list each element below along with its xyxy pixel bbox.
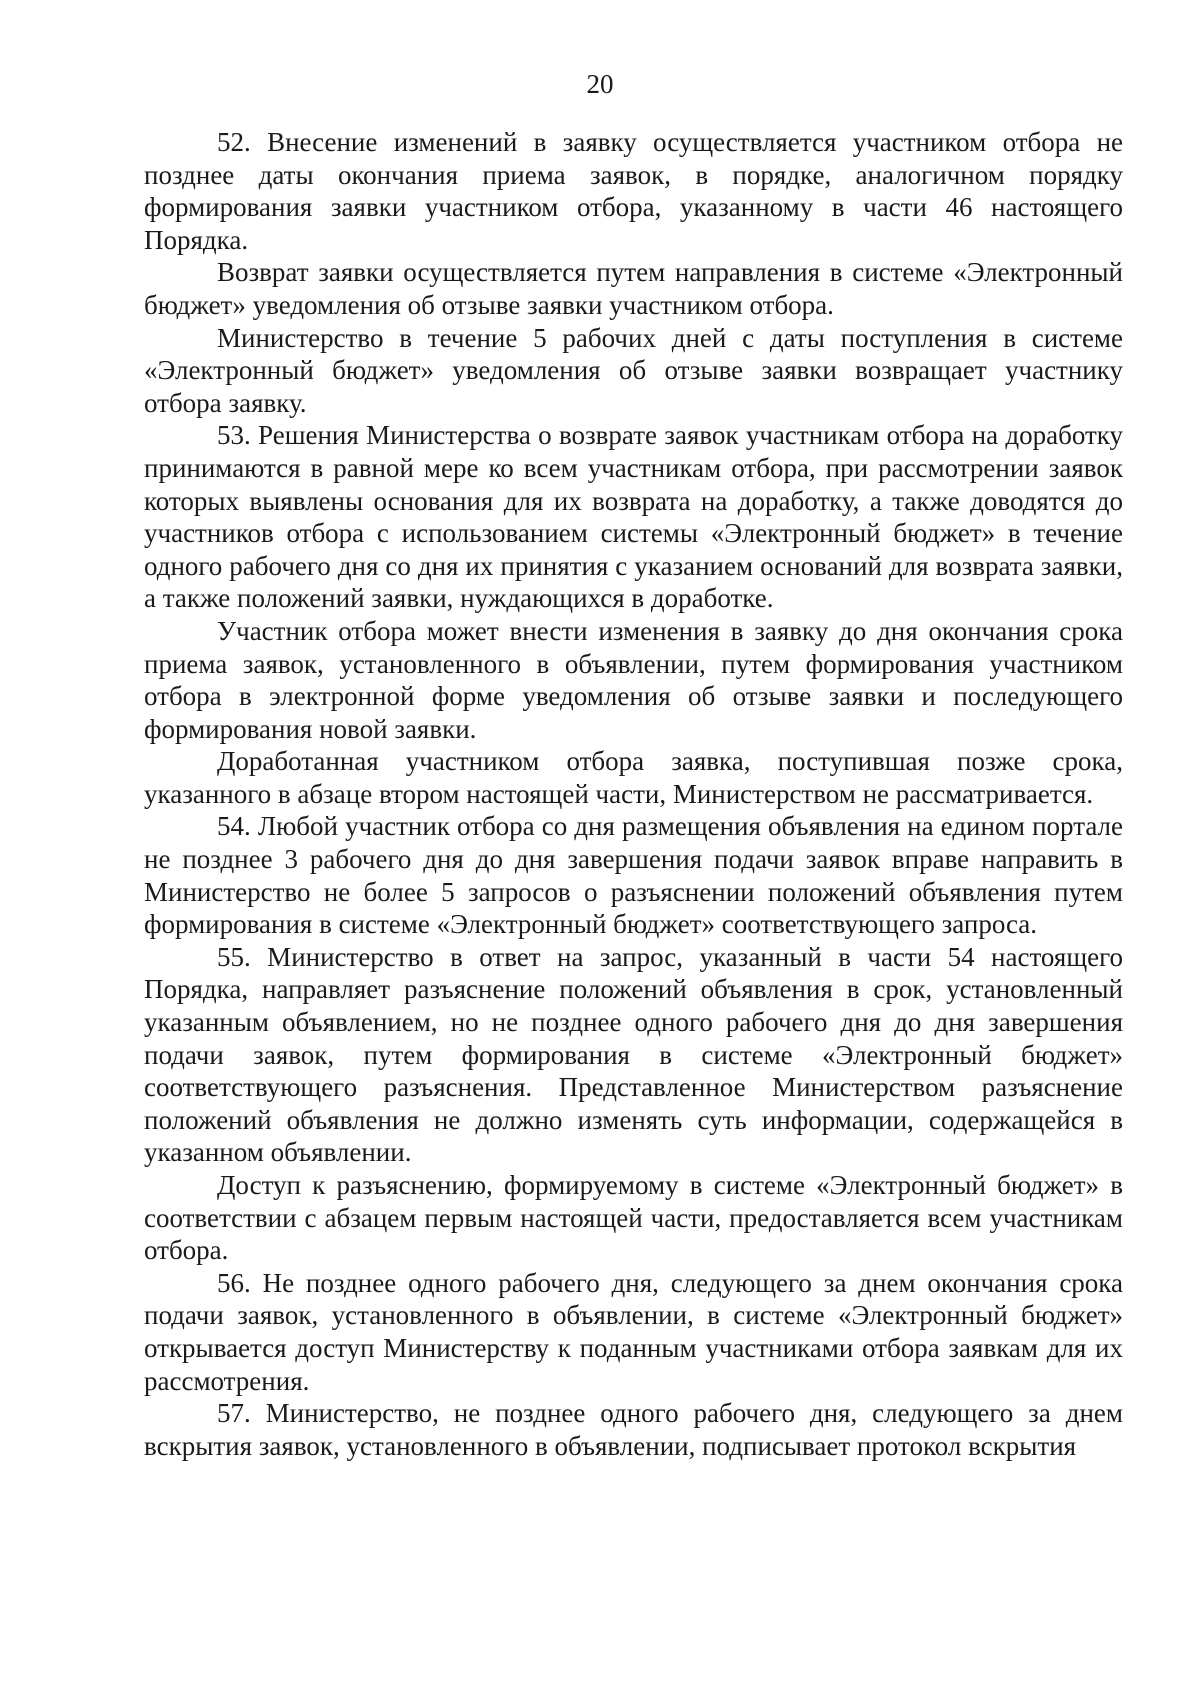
paragraph-participant-may-amend: Участник отбора может внести изменения в заявку до дня окончания срока приема заявок, установленного в объявлении, путем формирования участником отбора в электронной форме уведомления об отзыве заявки и последующего формирования новой заявки. bbox=[144, 615, 1123, 744]
paragraph-return-application: Возврат заявки осуществляется путем направления в системе «Электронный бюджет» уведомления об отзыве заявки участником отбора. bbox=[144, 257, 1123, 320]
paragraph-53: 53. Решения Министерства о возврате заявок участникам отбора на доработку принимаются в равной мере ко всем участникам отбора, при рассмотрении заявок которых выявлены основания для их возврата на доработку, а также доводятся до участников отбора с использованием системы «Электронный бюджет» в течение одного рабочего дня со дня их принятия с указанием оснований для возврата заявки, а также положений заявки, нуждающихся в доработке. bbox=[144, 420, 1123, 614]
paragraph-56: 56. Не позднее одного рабочего дня, следующего за днем окончания срока подачи заявок, установленного в объявлении, в системе «Электронный бюджет» открывается доступ Министерству к поданным участниками отбора заявкам для их рассмотрения. bbox=[144, 1267, 1123, 1396]
paragraph-access-to-clarification: Доступ к разъяснению, формируемому в системе «Электронный бюджет» в соответствии с абзацем первым настоящей части, предоставляется всем участникам отбора. bbox=[144, 1170, 1123, 1266]
document-body bbox=[144, 126, 1123, 1462]
paragraph-55: 55. Министерство в ответ на запрос, указанный в части 54 настоящего Порядка, направляет разъяснение положений объявления в срок, установленный указанным объявлением, но не позднее одного рабочего дня до дня завершения подачи заявок, путем формирования в системе «Электронный бюджет» соответствующего разъяснения. Представленное Министерством разъяснение положений объявления не должно изменять суть информации, содержащейся в указанном объявлении. bbox=[144, 941, 1123, 1168]
paragraph-54: 54. Любой участник отбора со дня размещения объявления на едином портале не позднее 3 рабочего дня до дня завершения подачи заявок вправе направить в Министерство не более 5 запросов о разъяснении положений объявления путем формирования в системе «Электронный бюджет» соответствующего запроса. bbox=[144, 811, 1123, 940]
page-number: 20 bbox=[586, 69, 614, 99]
paragraph-late-application: Доработанная участником отбора заявка, поступившая позже срока, указанного в абзаце втором настоящей части, Министерством не рассматривается. bbox=[144, 746, 1123, 809]
paragraph-57: 57. Министерство, не позднее одного рабочего дня, следующего за днем вскрытия заявок, установленного в объявлении, подписывает протокол вскрытия bbox=[144, 1398, 1123, 1461]
paragraph-ministry-returns-application: Министерство в течение 5 рабочих дней с даты поступления в системе «Электронный бюджет» уведомления об отзыве заявки возвращает участнику отбора заявку. bbox=[144, 322, 1123, 418]
paragraph-52: 52. Внесение изменений в заявку осуществляется участником отбора не позднее даты окончания приема заявок, в порядке, аналогичном порядку формирования заявки участником отбора, указанному в части 46 настоящего Порядка. bbox=[144, 127, 1123, 255]
